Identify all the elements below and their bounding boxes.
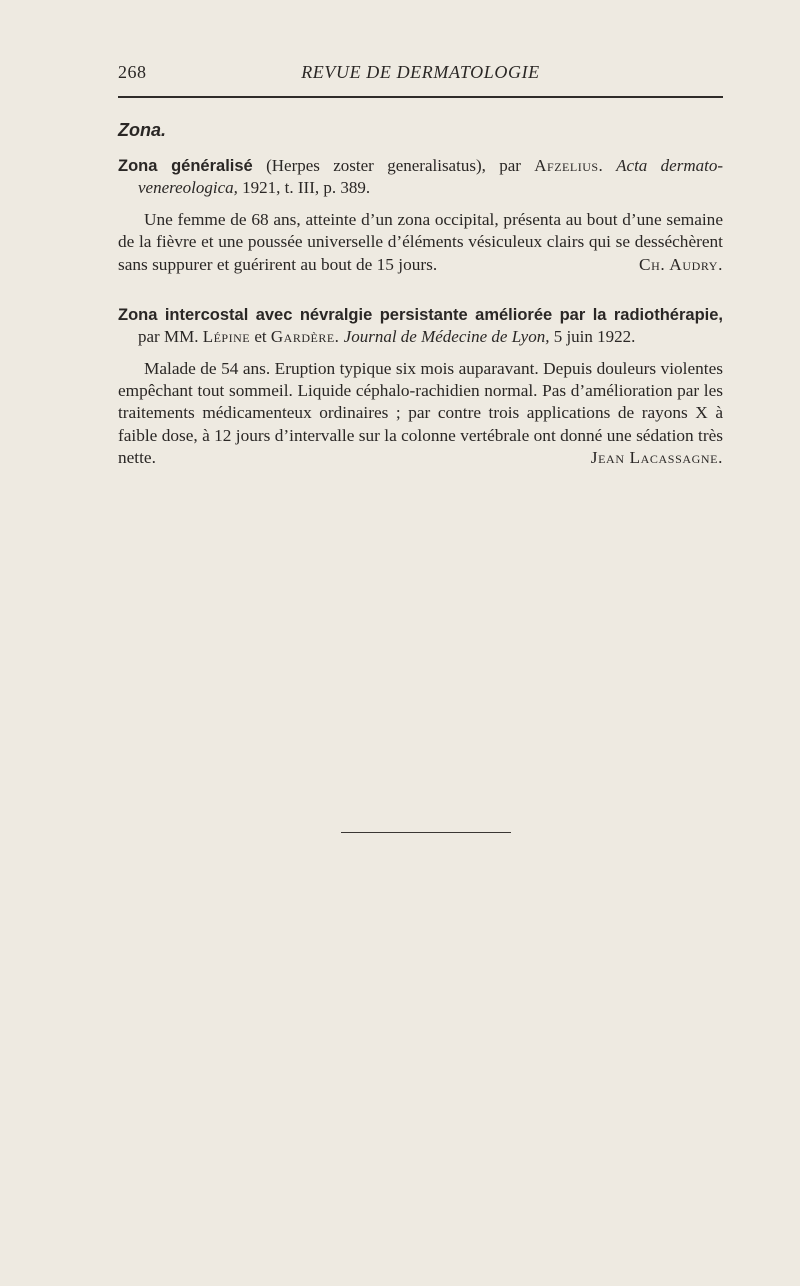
conjunction: et (250, 326, 271, 346)
author-name: Afzelius (534, 156, 599, 175)
header-rule (118, 96, 723, 98)
author-name: Gardère. (270, 326, 340, 346)
entry-heading (118, 304, 723, 348)
citation-text: par MM. (138, 326, 203, 346)
signature: Ch. Audry. (638, 254, 723, 274)
citation-details: 1921, t. III, p. 389. (242, 178, 371, 197)
journal-name: Acta dermato-venereologica, (138, 156, 723, 197)
entry-topic: Zona généralisé (118, 157, 253, 175)
section-title: Zona. (118, 120, 166, 140)
entry-body (118, 358, 723, 469)
abstract-entry (118, 155, 723, 276)
closing-rule (341, 832, 511, 833)
running-title: REVUE DE DERMATOLOGIE (301, 62, 540, 82)
entry-topic: Zona intercostal avec névralgie persistante améliorée par la radiothérapie, (118, 305, 723, 324)
entry-body (118, 209, 723, 276)
entry-heading: Zona généralisé (Herpes zoster generalisatus), par Afzelius. Acta dermato-venereologica, 1921, t. III, p. 389. (118, 156, 723, 197)
author-name: Lépine (202, 326, 251, 346)
citation-text: (Herpes zoster generalisatus), par (266, 156, 535, 175)
page-header (118, 62, 723, 86)
entry-body-text: Une femme de 68 ans, atteinte d’un zona occipital, présenta au bout d’une semaine de la fièvre et une poussée universelle d’éléments vésiculeux clairs qui se desséchèrent sans suppurer et guérirent au bout de 15 jours. (118, 210, 723, 274)
abstract-entry (118, 304, 723, 469)
journal-name: Journal de Médecine de Lyon, (343, 326, 550, 346)
signature: Jean Lacassagne. (590, 448, 723, 468)
page-number: 268 (118, 62, 147, 82)
citation-details: 5 juin 1922. (553, 326, 636, 346)
main-content (118, 120, 723, 497)
entry-body-text: Malade de 54 ans. Eruption typique six mois auparavant. Depuis douleurs violentes empêchant tout sommeil. Liquide céphalo-rachidien normal. Pas d’amélioration par les traitements médicamenteux ordinaires ; par contre trois applications de rayons X à faible dose, à 12 jours d’intervalle sur la colonne vertébrale ont donné une sédation très nette. (118, 358, 723, 468)
